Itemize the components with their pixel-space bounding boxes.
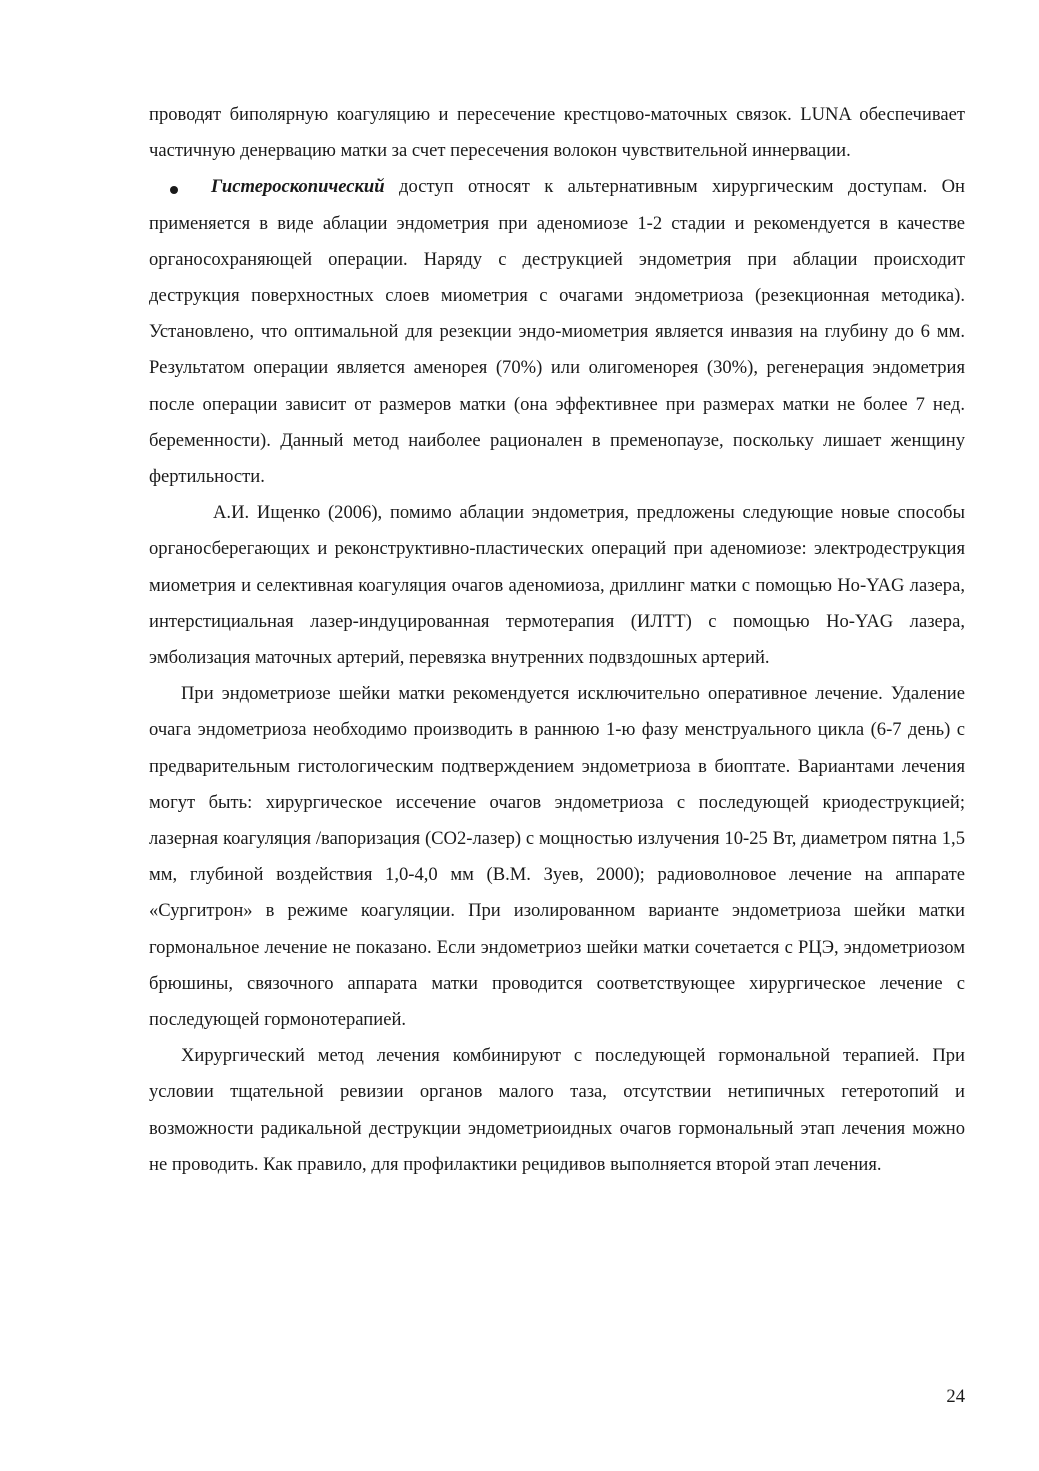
paragraph-cervical-endometriosis: При эндометриозе шейки матки рекомендуется исключительно оперативное лечение. Удаление очага эндометриоза необходимо производить в раннюю 1-ю фазу менструального цикла (6-7 день) с предварительным гистологическим подтверждением эндометриоза в биоптате. Вариантами лечения могут быть: хирургическое иссечение очагов эндометриоза с последующей криодеструкцией; лазерная коагуляция /вапоризация (СО2-лазер) с мощностью излучения 10-25 Вт, диаметром пятна 1,5 мм, глубиной воздействия 1,0-4,0 мм (В.М. Зуев, 2000); радиоволновое лечение на аппарате «Сургитрон» в режиме коагуляции. При изолированном варианте эндометриоза шейки матки гормональное лечение не показано. Если эндометриоз шейки матки сочетается с РЦЭ, эндометриозом брюшины, связочного аппарата матки проводится соответствующее хирургическое лечение с последующей гормонотерапией. — [149, 683, 965, 1031]
paragraph-hysteroscopic — [149, 169, 965, 495]
paragraph-surgical-method: Хирургический метод лечения комбинируют с последующей гормональной терапией. При условии тщательной ревизии органов малого таза, отсутствии нетипичных гетеротопий и возможности радикальной деструкции эндометриоидных очагов гормональный этап лечения можно не проводить. Как правило, для профилактики рецидивов выполняется второй этап лечения. — [149, 1045, 965, 1175]
bullet-icon — [170, 186, 178, 194]
paragraph-ishchenko: А.И. Ищенко (2006), помимо аблации эндометрия, предложены следующие новые способы органосберегающих и реконструктивно-пластических операций при аденомиозе: электродеструкция миометрия и селективная коагуляция очагов аденомиоза, дриллинг матки с помощью Ho-YAG лазера, интерстициальная лазер-индуцированная термотерапия (ИЛТТ) с помощью Ho-YAG лазера, эмболизация маточных артерий, перевязка внутренних подвздошных артерий. — [149, 502, 965, 669]
paragraph-hysteroscopic-text: доступ относят к альтернативным хирургическим доступам. Он применяется в виде аблации эндометрия при аденомиозе 1-2 стадии и рекомендуется в качестве органосохраняющей операции. Наряду с деструкцией эндометрия при аблации происходит деструкция поверхностных слоев миометрия с очагами эндометриоза (резекционная методика). Установлено, что оптимальной для резекции эндо-миометрия является инвазия на глубину до 6 мм. Результатом операции является аменорея (70%) или олигоменорея (30%), регенерация эндометрия после операции зависит от размеров матки (она эффективнее при размерах матки не более 7 нед. беременности). Данный метод наиболее рационален в пременопаузе, поскольку лишает женщину фертильности. — [149, 176, 965, 488]
body-text — [149, 97, 965, 1183]
term-hysteroscopic: Гистероскопический — [211, 176, 385, 198]
page-number: 24 — [946, 1386, 965, 1407]
paragraph-luna: проводят биполярную коагуляцию и пересечение крестцово-маточных связок. LUNA обеспечивает частичную денервацию матки за счет пересечения волокон чувствительной иннервации. — [149, 104, 965, 162]
